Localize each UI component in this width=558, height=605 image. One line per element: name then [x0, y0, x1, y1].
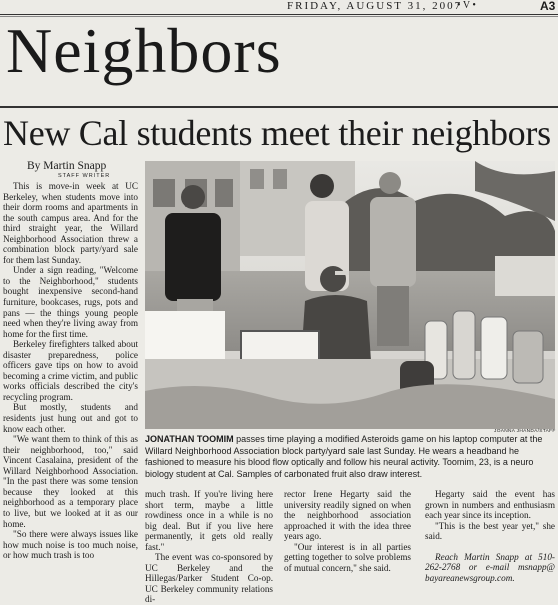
- edition-date: FRIDAY, AUGUST 31, 2007: [287, 0, 463, 12]
- page-number: A3: [540, 0, 556, 13]
- paragraph: But mostly, students and residents just hung out and got to know each other.: [3, 402, 138, 434]
- byline: By Martin Snapp: [27, 160, 107, 172]
- article-column-4: [425, 489, 555, 582]
- edition-mark: • V •: [457, 0, 476, 11]
- article-column-1: [3, 181, 138, 582]
- paragraph: "We want them to think of this as their neighborhood, too," said Vincent Casalaina, president of the Willard Neighborhood Association. "In the past there was some tension because they looked at this neighborhood as a temporary place to live, but we looked at it as our home.: [3, 434, 138, 529]
- contact-info: Reach Martin Snapp at 510-262-2768 or e-mail msnapp@ bayareanewsgroup.com.: [425, 551, 555, 583]
- paragraph: The event was co-sponsored by UC Berkeley and the Hillegas/Parker Student Co-op. UC Berkeley community relations di-: [145, 552, 273, 605]
- headline: New Cal students meet their neighbors: [3, 113, 551, 153]
- article-column-2: [145, 489, 273, 605]
- paragraph: rector Irene Hegarty said the university readily signed on when the neighborhood association approached it with the idea three years ago.: [284, 489, 411, 542]
- caption-name: JONATHAN TOOMIM: [145, 434, 234, 444]
- paragraph: "Our interest is in all parties getting together to solve problems of mutual concern," she said.: [284, 541, 411, 573]
- section-rule: [0, 106, 558, 108]
- caption-text: passes time playing a modified Asteroids game on his laptop computer at the Willard Neighborhood Association block party/yard sale last Sunday. He wears a headband he fashioned to measure his blood flow optically and follow his neural activity. Toomim, 23, is a neuro biology student at Cal. Samples of carbonated fruit also draw interest.: [145, 434, 543, 479]
- parked-car: [495, 256, 555, 296]
- paragraph: Berkeley firefighters talked about disaster preparedness, police officers gave tips on how to avoid becoming a crime victim, and public works officials described the city's recycling program.: [3, 339, 138, 402]
- paragraph: "So there were always issues like how much noise is too much noise, or how much trash is too: [3, 529, 138, 561]
- paragraph: Under a sign reading, "Welcome to the Neighborhood," students bought inexpensive second-hand furniture, bookcases, rugs, pots and pans — the things young people need when they're living away from home for the first time.: [3, 265, 138, 339]
- photo-caption: [145, 434, 555, 480]
- paragraph: Hegarty said the event has grown in numbers and enthusiasm each year since its inception.: [425, 489, 555, 521]
- section-title: Neighbors: [6, 15, 282, 86]
- article-column-3: [284, 489, 411, 582]
- paragraph: much trash. If you're living here short term, maybe a little rowdiness once in a while is no big deal. But if you live here permanently, it gets old really fast.": [145, 489, 273, 552]
- paragraph: This is move-in week at UC Berkeley, when students move into their dorm rooms and apartments in the south campus area. And for the third straight year, the Willard Neighborhood Association threw a combination block party/yard sale for them last Sunday.: [3, 181, 138, 265]
- byline-role: STAFF WRITER: [58, 173, 111, 179]
- paragraph: "This is the best year yet," she said.: [425, 520, 555, 542]
- news-photo: [145, 161, 555, 429]
- photo-credit: JOANNA JHANDA/STAFF: [494, 429, 556, 434]
